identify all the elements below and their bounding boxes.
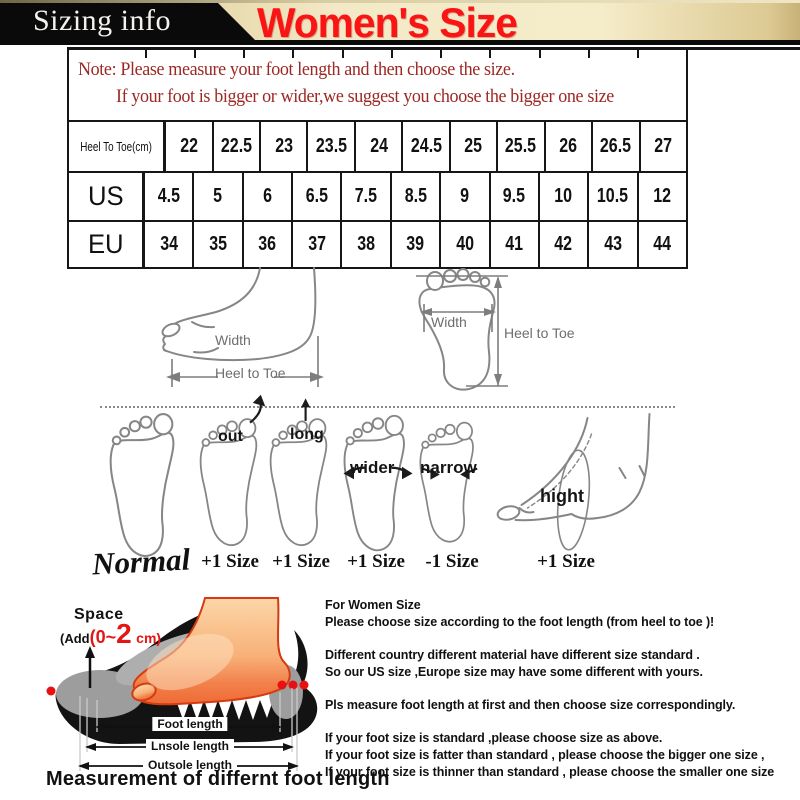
size-table-body [69,120,686,267]
advice-line: Different country different material have different size standard . [325,648,700,662]
column-tick [539,50,541,58]
foot-narrow-sketch [416,410,484,556]
size-value: 23.5 [315,135,347,157]
size-table-cell [145,222,192,267]
advice-line: If your foot size is thinner than standard , please choose the smaller one size [325,765,775,779]
size-table-cell [242,222,291,267]
size-value: 12 [653,185,672,207]
size-value: 6.5 [305,185,328,207]
column-tick [145,50,147,58]
size-value: 24 [369,135,388,157]
size-table-cell [145,173,192,220]
size-table-cell [489,173,538,220]
size-value: 44 [653,233,672,255]
size-value: 27 [654,135,673,157]
top-foot-width-label: Width [431,314,467,330]
size-value: 9.5 [503,185,526,207]
size-value: 24.5 [410,135,442,157]
size-value: 41 [505,233,524,255]
size-value: 10.5 [597,185,629,207]
size-table-cell [538,173,587,220]
size-value: 23 [274,135,293,157]
header-banner [0,0,800,45]
size-table-cell [449,122,496,171]
size-value: 6 [262,185,272,207]
column-tick [440,50,442,58]
size-note-out: +1 Size [201,551,259,572]
size-table-cell [390,222,439,267]
size-value: 22.5 [220,135,252,157]
advice-paragraph [325,730,795,781]
size-value: 7.5 [354,185,378,207]
size-table-cell [291,222,340,267]
size-table-cell [489,222,538,267]
size-table-cell [354,122,401,171]
size-table-cell [340,222,389,267]
size-value: 8.5 [404,185,427,207]
outsole-length-label: Outsole length [143,758,237,772]
size-value: 4.5 [157,185,180,207]
size-value: 34 [159,233,178,255]
advice-paragraph [325,697,795,714]
advice-line: If your foot size is standard ,please choose size as above. [325,731,663,745]
note-line-1: Note: Please measure your foot length and then choose the size. [78,59,515,80]
size-table-cell [496,122,543,171]
foot-normal-sketch [103,410,189,562]
add-unit: cm) [136,630,162,646]
top-foot-length-label: Heel to Toe [504,325,575,341]
column-tick [342,50,344,58]
foot-type-label-hight: hight [540,486,584,506]
row-label-text: EU [87,229,124,259]
foot-type-label-narrow: narrow [420,458,477,477]
size-value: 25 [464,135,483,157]
column-tick [637,50,639,58]
advice-paragraph [325,647,795,681]
size-value: 35 [209,233,227,255]
size-table-row [69,220,686,267]
add-big-number: 2 [116,618,132,649]
size-value: 10 [554,185,573,207]
foot-type-label-normal: Normal [91,541,192,582]
add-range: (0~ [89,627,117,647]
column-tick [588,50,590,58]
size-table-cell [192,173,241,220]
size-table-cell [637,222,686,267]
foot-length-label: Foot length [152,717,227,731]
space-label: Space [74,606,124,623]
advice-line: For Women Size [325,598,421,612]
advice-line: If your foot size is fatter than standard , please choose the bigger one size , [325,748,765,762]
size-table-cell [538,222,587,267]
size-value: 38 [357,233,376,255]
size-table [67,50,688,269]
insole-length-label: Lnsole length [146,739,234,753]
diagram-caption: Measurement of differnt foot length [46,768,390,790]
column-tick [391,50,393,58]
advice-line: Pls measure foot length at first and then choose size correspondingly. [325,698,736,712]
size-table-row-label [69,173,145,220]
note-row [69,50,686,120]
size-value: 42 [554,233,573,255]
size-table-cell [587,173,636,220]
column-tick [194,50,196,58]
size-table-cell [587,222,636,267]
size-table-row-label [69,222,145,267]
size-table-cell [306,122,353,171]
size-value: 25.5 [505,135,537,157]
advice-line: Please choose size according to the foot length (from heel to toe )! [325,615,715,629]
column-tick [243,50,245,58]
size-value: 26.5 [600,135,632,157]
foot-hight-sketch [490,408,668,558]
size-table-row-label [69,122,166,171]
column-tick [292,50,294,58]
page-title: Women's Size [257,0,517,46]
side-foot-width-label: Width [215,332,251,348]
size-value: 26 [559,135,578,157]
size-table-cell [639,122,686,171]
column-tick [489,50,491,58]
foot-type-label-wider: wider [350,458,395,477]
brand-label: Sizing info [33,4,171,37]
size-value: 39 [406,233,425,255]
row-label-text: Heel To Toe(cm) [80,139,152,154]
size-table-cell [390,173,439,220]
foot-type-label-out: out [218,428,243,445]
size-table-cell [401,122,448,171]
size-note-long: +1 Size [272,551,330,572]
foot-type-label-long: long [290,426,324,443]
size-note-wider: +1 Size [347,551,405,572]
size-value: 22 [179,135,198,157]
size-value: 9 [460,185,470,207]
size-note-hight: +1 Size [537,551,595,572]
side-foot-length-label: Heel to Toe [215,365,286,381]
size-table-cell [340,173,389,220]
size-value: 37 [307,233,326,255]
size-table-cell [212,122,259,171]
advice-text-block [325,597,795,797]
advice-paragraph [325,597,795,631]
size-table-cell [544,122,591,171]
row-label-text: US [87,181,124,211]
size-table-cell [259,122,306,171]
size-value: 40 [455,233,474,255]
size-table-cell [439,222,488,267]
size-table-cell [166,122,211,171]
size-table-cell [591,122,638,171]
size-table-cell [242,173,291,220]
size-table-row [69,120,686,171]
foot-wider-sketch [338,412,418,556]
note-line-2: If your foot is bigger or wider,we suggest you choose the bigger one size [116,86,614,107]
size-table-cell [291,173,340,220]
size-value: 5 [213,185,223,207]
size-table-row [69,171,686,220]
size-value: 43 [604,233,622,255]
space-add-note [60,618,162,649]
size-table-cell [637,173,686,220]
size-table-cell [439,173,488,220]
size-note-narrow: -1 Size [425,551,479,572]
add-prefix: (Add [60,631,90,646]
size-table-cell [192,222,241,267]
advice-line: So our US size ,Europe size may have some different with yours. [325,665,703,679]
size-value: 36 [258,233,277,255]
